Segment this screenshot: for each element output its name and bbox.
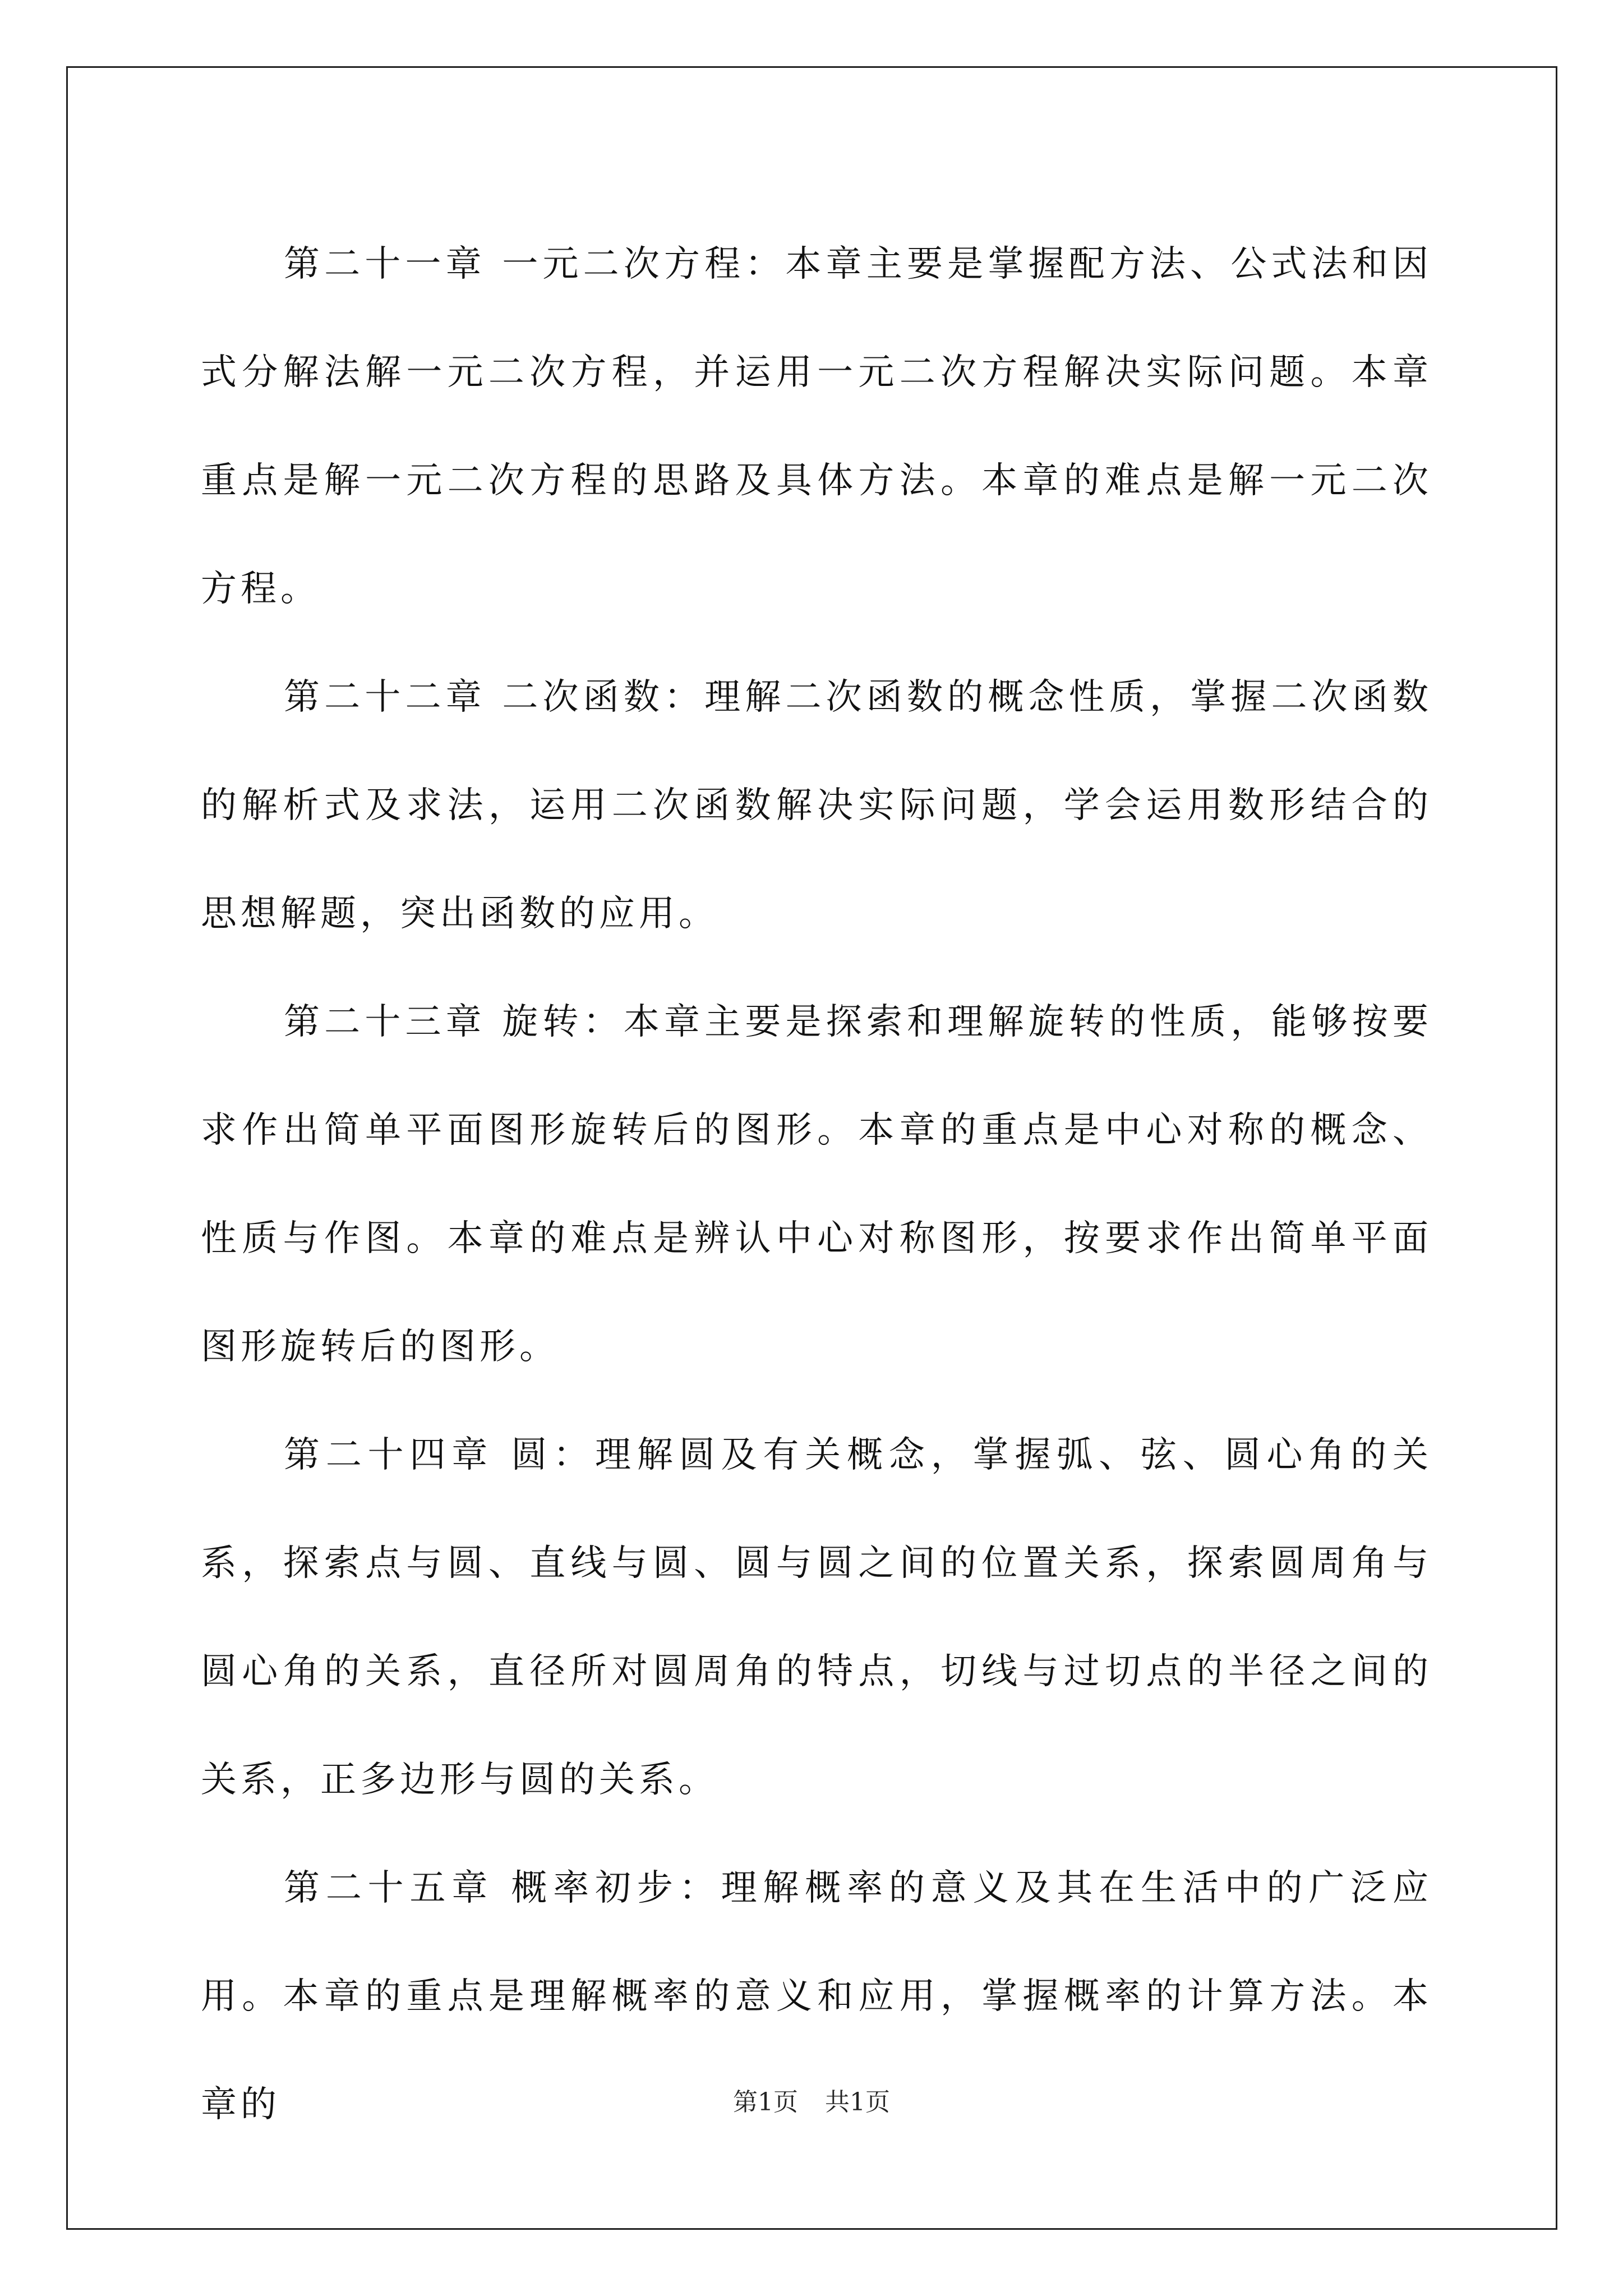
page-number-total: 共1页 (825, 2088, 890, 2116)
document-body (201, 210, 1432, 2159)
page-number-current: 第1页 (733, 2088, 798, 2116)
paragraph-chapter-23: 第二十三章 旋转：本章主要是探索和理解旋转的性质，能够按要求作出简单平面图形旋转后的图形。本章的重点是中心对称的概念、性质与作图。本章的难点是辨认中心对称图形，按要求作出简单平面图形旋转后的图形。 (201, 1001, 1432, 1368)
paragraph-chapter-24: 第二十四章 圆：理解圆及有关概念，掌握弧、弦、圆心角的关系，探索点与圆、直线与圆、圆与圆之间的位置关系，探索圆周角与圆心角的关系，直径所对圆周角的特点，切线与过切点的半径之间的关系，正多边形与圆的关系。 (201, 1434, 1432, 1801)
paragraph-chapter-25: 第二十五章 概率初步：理解概率的意义及其在生活中的广泛应用。本章的重点是理解概率的意义和应用，掌握概率的计算方法。本章的 (201, 1867, 1432, 2125)
paragraph-chapter-22: 第二十二章 二次函数：理解二次函数的概念性质，掌握二次函数的解析式及求法，运用二次函数解决实际问题，学会运用数形结合的思想解题，突出函数的应用。 (201, 677, 1432, 935)
paragraph-chapter-21: 第二十一章 一元二次方程：本章主要是掌握配方法、公式法和因式分解法解一元二次方程，并运用一元二次方程解决实际问题。本章重点是解一元二次方程的思路及具体方法。本章的难点是解一元二次方程。 (201, 243, 1432, 610)
page-footer (0, 2086, 1623, 2119)
